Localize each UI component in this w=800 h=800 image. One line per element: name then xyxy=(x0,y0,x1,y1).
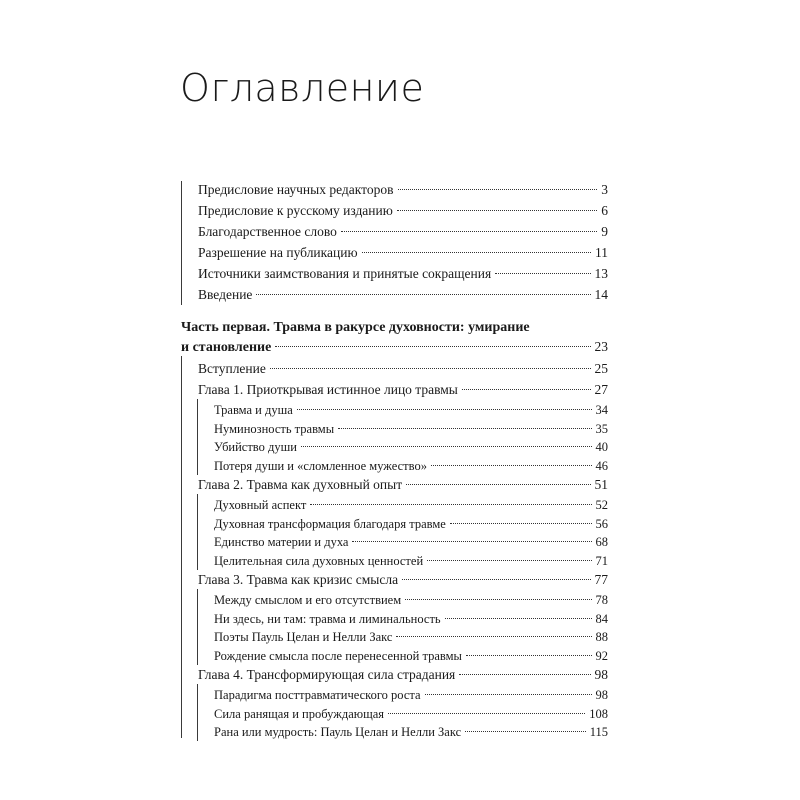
toc-entry[interactable] xyxy=(198,243,608,263)
section-page: 40 xyxy=(595,440,608,454)
section-page: 52 xyxy=(595,498,608,512)
section-entry[interactable] xyxy=(214,609,608,629)
dot-leader xyxy=(431,465,592,466)
section-entry[interactable] xyxy=(214,419,608,439)
dot-leader xyxy=(425,694,592,695)
dot-leader xyxy=(495,273,590,274)
entry-title: Источники заимствования и принятые сокращения xyxy=(198,266,492,281)
chapter-entry[interactable] xyxy=(198,665,608,685)
chapter-page: 77 xyxy=(594,572,608,587)
section-entry[interactable] xyxy=(214,456,608,476)
entry-title: Вступление xyxy=(198,361,266,376)
dot-leader xyxy=(256,294,590,295)
section-title: Рана или мудрость: Пауль Целан и Нелли Закс xyxy=(214,725,462,739)
section-page: 35 xyxy=(595,422,608,436)
entry-title: Предисловие научных редакторов xyxy=(198,182,394,197)
section-entry[interactable] xyxy=(214,400,608,420)
dot-leader xyxy=(397,210,597,211)
dot-leader xyxy=(398,189,598,190)
dot-leader xyxy=(396,636,591,637)
chapter-title: Глава 1. Приоткрывая истинное лицо травмы xyxy=(198,382,458,397)
section-entry[interactable] xyxy=(214,532,608,552)
dot-leader xyxy=(405,599,591,600)
entry-title: Введение xyxy=(198,287,253,302)
section-page: 115 xyxy=(589,725,608,739)
section-title: Убийство души xyxy=(214,440,297,454)
dot-leader xyxy=(270,368,591,369)
chapter-3-rule xyxy=(197,589,198,665)
dot-leader xyxy=(301,446,592,447)
dot-leader xyxy=(465,731,586,732)
section-page: 98 xyxy=(595,688,608,702)
chapter-2-rule xyxy=(197,494,198,570)
part-page: 23 xyxy=(594,339,608,354)
section-page: 92 xyxy=(595,649,608,663)
entry-title: Предисловие к русскому изданию xyxy=(198,203,393,218)
section-title: Ни здесь, ни там: травма и лиминальность xyxy=(214,612,441,626)
section-entry[interactable] xyxy=(214,627,608,647)
entry-page: 11 xyxy=(595,245,608,260)
dot-leader xyxy=(362,252,591,253)
dot-leader xyxy=(338,428,591,429)
dot-leader xyxy=(352,541,591,542)
section-page: 78 xyxy=(595,593,608,607)
entry-page: 3 xyxy=(601,182,608,197)
dot-leader xyxy=(462,389,591,390)
section-entry[interactable] xyxy=(214,704,608,724)
section-title: Поэты Пауль Целан и Нелли Закс xyxy=(214,630,393,644)
dot-leader xyxy=(427,560,591,561)
toc-entry[interactable] xyxy=(198,222,608,242)
dot-leader xyxy=(388,713,585,714)
section-entry[interactable] xyxy=(214,590,608,610)
entry-page: 13 xyxy=(594,266,608,281)
section-page: 56 xyxy=(595,517,608,531)
dot-leader xyxy=(275,346,590,347)
dot-leader xyxy=(406,484,590,485)
section-page: 68 xyxy=(595,535,608,549)
dot-leader xyxy=(341,231,597,232)
part-title[interactable]: Часть первая. Травма в ракурсе духовности: умирание xyxy=(181,320,530,335)
chapter-page: 51 xyxy=(594,477,608,492)
section-page: 84 xyxy=(595,612,608,626)
section-title: Травма и душа xyxy=(214,403,293,417)
toc-entry[interactable] xyxy=(198,264,608,284)
toc-entry[interactable] xyxy=(198,359,608,379)
toc-entry[interactable] xyxy=(198,285,608,305)
section-page: 34 xyxy=(595,403,608,417)
chapter-entry[interactable] xyxy=(198,380,608,400)
page-heading: Оглавление xyxy=(180,66,425,110)
section-title: Потеря души и «сломленное мужество» xyxy=(214,459,427,473)
section-title: Духовная трансформация благодаря травме xyxy=(214,517,446,531)
section-page: 88 xyxy=(595,630,608,644)
chapter-page: 27 xyxy=(594,382,608,397)
dot-leader xyxy=(450,523,592,524)
entry-title: Разрешение на публикацию xyxy=(198,245,358,260)
dot-leader xyxy=(297,409,592,410)
section-entry[interactable] xyxy=(214,646,608,666)
dot-leader xyxy=(459,674,590,675)
section-title: Единство материи и духа xyxy=(214,535,349,549)
chapter-4-rule xyxy=(197,684,198,741)
entry-title: Благодарственное слово xyxy=(198,224,337,239)
part-title-line2: и становление xyxy=(181,340,272,355)
section-entry[interactable] xyxy=(214,437,608,457)
section-page: 108 xyxy=(589,707,608,721)
toc-entry[interactable] xyxy=(198,180,608,200)
toc-entry[interactable] xyxy=(198,201,608,221)
entry-page: 6 xyxy=(601,203,608,218)
section-title: Духовный аспект xyxy=(214,498,307,512)
section-entry[interactable] xyxy=(214,551,608,571)
chapter-entry[interactable] xyxy=(198,475,608,495)
dot-leader xyxy=(402,579,590,580)
section-entry[interactable] xyxy=(214,495,608,515)
part-rule xyxy=(181,356,182,738)
section-title: Между смыслом и его отсутствием xyxy=(214,593,402,607)
chapter-1-rule xyxy=(197,399,198,475)
chapter-title: Глава 3. Травма как кризис смысла xyxy=(198,572,399,587)
chapter-page: 98 xyxy=(594,667,608,682)
section-title: Рождение смысла после перенесенной травмы xyxy=(214,649,462,663)
dot-leader xyxy=(310,504,591,505)
section-entry[interactable] xyxy=(214,685,608,705)
section-title: Сила ранящая и пробуждающая xyxy=(214,707,385,721)
dot-leader xyxy=(466,655,592,656)
section-entry[interactable] xyxy=(214,514,608,534)
chapter-entry[interactable] xyxy=(198,570,608,590)
section-title: Нуминозность травмы xyxy=(214,422,335,436)
chapter-title: Глава 2. Травма как духовный опыт xyxy=(198,477,403,492)
section-title: Парадигма посттравматического роста xyxy=(214,688,421,702)
entry-page: 25 xyxy=(594,361,608,376)
chapter-title: Глава 4. Трансформирующая сила страдания xyxy=(198,667,456,682)
section-page: 46 xyxy=(595,459,608,473)
front-matter-rule xyxy=(181,181,182,305)
section-entry[interactable] xyxy=(214,722,608,742)
section-page: 71 xyxy=(595,554,608,568)
entry-page: 9 xyxy=(601,224,608,239)
dot-leader xyxy=(445,618,592,619)
section-title: Целительная сила духовных ценностей xyxy=(214,554,424,568)
entry-page: 14 xyxy=(594,287,608,302)
part-title-continuation[interactable] xyxy=(181,337,608,357)
